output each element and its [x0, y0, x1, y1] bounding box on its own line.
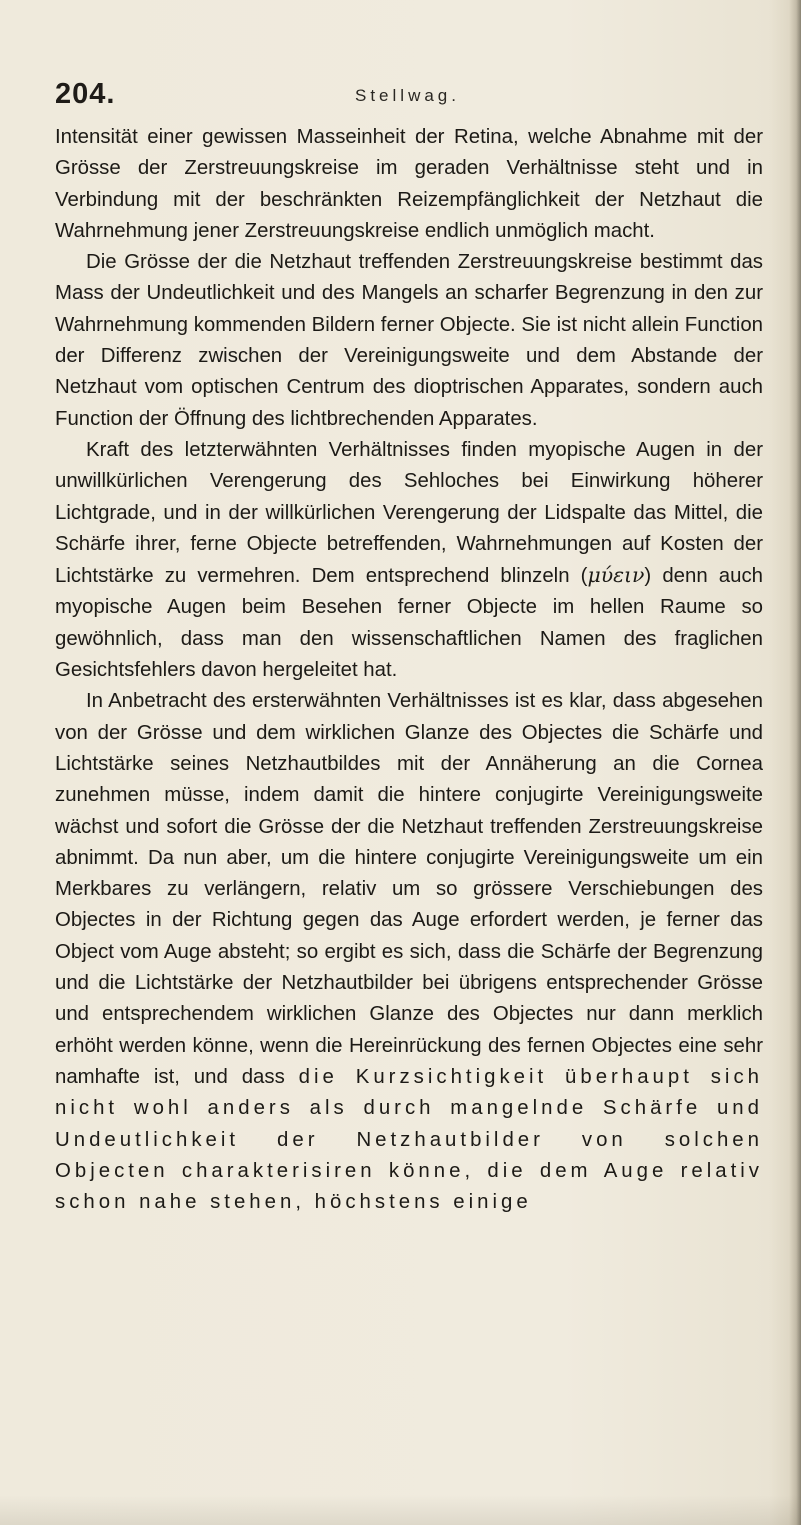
paragraph-3 — [55, 435, 763, 686]
paragraph-4 — [55, 686, 763, 1218]
greek-word: μύειν — [587, 563, 645, 588]
page-edge-shadow — [789, 0, 801, 1525]
paragraph-3-text-after: ) denn auch myopische Augen beim Besehen ferner Objecte im hellen Raume so gewöhnlich, dass man den wissenschaftlichen Namen des fraglichen Gesichtsfehlers davon hergeleitet hat. — [55, 565, 763, 682]
page-header — [55, 78, 755, 118]
page-number: 204. — [55, 78, 116, 110]
paragraph-2: Die Grösse der die Netzhaut treffenden Zerstreuungskreise bestimmt das Mass der Undeutlichkeit und des Mangels an scharfer Begrenzung in den zur Wahrnehmung kommenden Bildern ferner Objecte. Sie ist nicht allein Function der Differenz zwischen der Vereinigungsweite und dem Abstande der Netzhaut vom optischen Centrum des dioptrischen Apparates, sondern auch Function der Öffnung des lichtbrechenden Apparates. — [55, 251, 763, 430]
body-text — [55, 122, 763, 1218]
spaced-emphasis: die Kurzsichtigkeit überhaupt sich nicht wohl anders als durch mangelnde Schärfe und Undeutlichkeit der Netzhautbilder von solchen Objecten charakterisiren könne, die dem Auge relativ schon nahe stehen, höchstens einige — [55, 1065, 764, 1214]
paragraph-1: Intensität einer gewissen Masseinheit der Retina, welche Abnahme mit der Grösse der Zerstreuungskreise im geraden Verhältnisse steht und in Verbindung mit der beschränkten Reizempfänglichkeit der Netzhaut die Wahrnehmung jener Zerstreuungskreise endlich unmöglich macht. — [55, 126, 763, 242]
running-head: Stellwag. — [355, 86, 460, 105]
paragraph-4-text-before: In Anbetracht des ersterwähnten Verhältnisses ist es klar, dass abgesehen von der Grösse und dem wirklichen Glanze des Objectes die Schärfe und Lichtstärke seines Netzhautbildes mit der Annäherung an die Cornea zunehmen müsse, indem damit die hintere conjugirte Vereinigungsweite wächst und sofort die Grösse der die Netzhaut treffenden Zerstreuungskreise abnimmt. Da nun aber, um die hintere conjugirte Vereinigungsweite um ein Merkbares zu verlängern, relativ um so grössere Verschiebungen des Objectes in der Richtung gegen das Auge erfordert werden, je ferner das Object vom Auge absteht; so ergibt es sich, dass die Schärfe der Begrenzung und die Lichtstärke der Netzhautbilder bei übrigens entsprechender Grösse und entsprechendem wirklichen Glanze des Objectes nur dann merklich erhöht werden könne, wenn die Hereinrückung des fernen Objectes eine sehr namhafte ist, und dass — [55, 690, 763, 1088]
page-bottom-shade — [0, 1495, 801, 1525]
paragraph-3-text-before: Kraft des letzterwähnten Verhältnisses finden myopische Augen in der unwillkürlichen Verengerung des Sehloches bei Einwirkung höherer Lichtgrade, und in der willkürlichen Verengerung der Lidspalte das Mittel, die Schärfe ihrer, ferne Objecte betreffenden, Wahrnehmungen auf Kosten der Lichtstärke zu vermehren. Dem entsprechend blinzeln ( — [55, 438, 763, 588]
